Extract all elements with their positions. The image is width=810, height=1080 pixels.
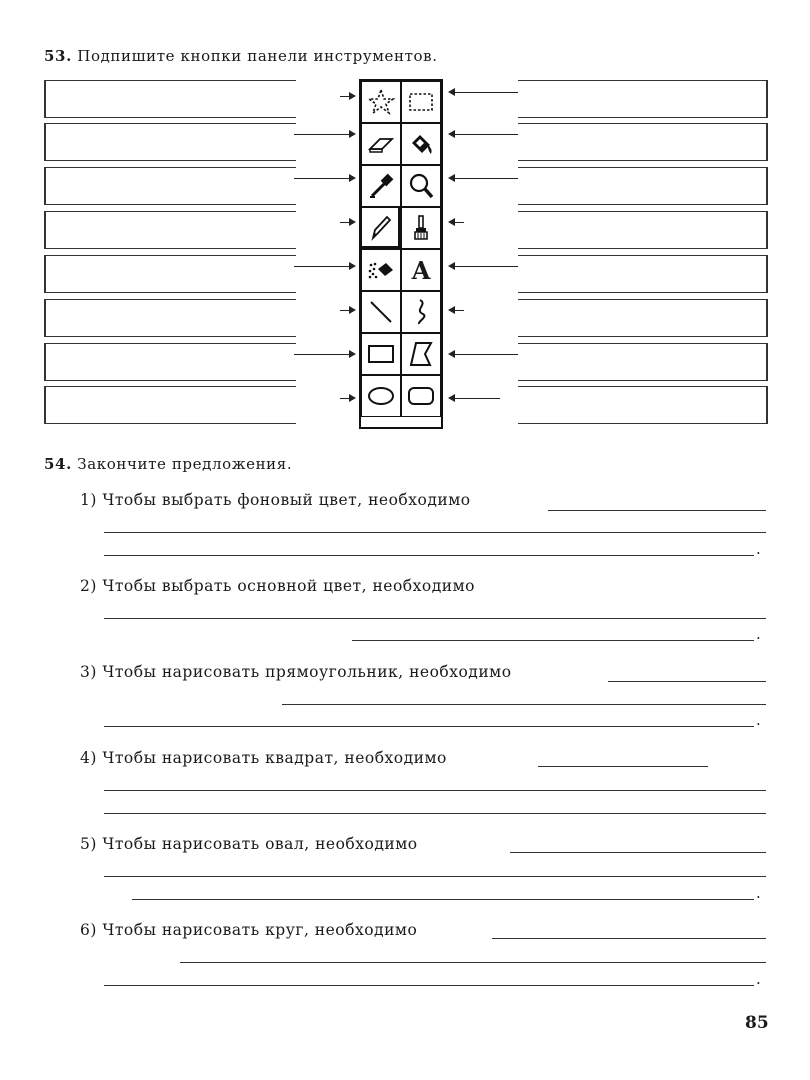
arrow-right-8	[450, 398, 500, 399]
arrow-left-8	[340, 398, 354, 399]
tool-free-form-select[interactable]	[361, 81, 401, 123]
answer-line-1a[interactable]	[548, 510, 766, 511]
label-box-right-5[interactable]	[518, 255, 768, 293]
sentence-5-text: Чтобы нарисовать овал, необходимо	[102, 835, 418, 853]
sentence-3-number: 3)	[80, 663, 97, 681]
label-box-left-8[interactable]	[44, 386, 296, 424]
label-box-left-7[interactable]	[44, 343, 296, 381]
star-select-icon	[366, 87, 396, 117]
label-box-left-6[interactable]	[44, 299, 296, 337]
label-box-left-5[interactable]	[44, 255, 296, 293]
sentence-5	[80, 835, 418, 853]
answer-line-6c[interactable]	[104, 985, 754, 986]
sentence-6	[80, 921, 417, 939]
rectangle-icon	[366, 339, 396, 369]
task-54-heading	[44, 455, 292, 473]
label-box-right-2[interactable]	[518, 123, 768, 161]
tool-pencil[interactable]	[361, 207, 401, 249]
label-box-right-6[interactable]	[518, 299, 768, 337]
arrow-right-5	[450, 266, 518, 267]
answer-line-4b[interactable]	[104, 790, 766, 791]
label-box-left-4[interactable]	[44, 211, 296, 249]
answer-line-5c[interactable]	[132, 899, 754, 900]
answer-line-3c[interactable]	[104, 726, 754, 727]
arrow-left-6	[340, 310, 354, 311]
arrow-right-2	[450, 134, 518, 135]
tool-airbrush[interactable]	[361, 249, 401, 291]
tool-line[interactable]	[361, 291, 401, 333]
sentence-3-text: Чтобы нарисовать прямоугольник, необходимо	[102, 663, 512, 681]
tool-fill[interactable]	[401, 123, 441, 165]
answer-line-2a[interactable]	[104, 618, 766, 619]
label-box-left-1[interactable]	[44, 80, 296, 118]
arrow-right-4	[450, 222, 464, 223]
answer-line-4c[interactable]	[104, 813, 766, 814]
sentence-2-text: Чтобы выбрать основной цвет, необходимо	[102, 577, 475, 595]
tool-pick-color[interactable]	[361, 165, 401, 207]
arrow-left-4	[340, 222, 354, 223]
end-mark-6: .	[756, 970, 761, 988]
task-53-heading	[44, 47, 438, 65]
task-53-number: 53.	[44, 47, 72, 65]
ellipse-icon	[366, 381, 396, 411]
polygon-icon	[406, 339, 436, 369]
arrow-right-7	[450, 354, 518, 355]
sentence-2-number: 2)	[80, 577, 97, 595]
arrow-left-3	[294, 178, 354, 179]
sentence-6-text: Чтобы нарисовать круг, необходимо	[102, 921, 418, 939]
tool-rectangle[interactable]	[361, 333, 401, 375]
paint-toolbox	[359, 79, 443, 429]
arrow-left-7	[294, 354, 354, 355]
task-54-number: 54.	[44, 455, 72, 473]
answer-line-6a[interactable]	[492, 938, 766, 939]
sentence-1-number: 1)	[80, 491, 97, 509]
pencil-icon	[365, 212, 395, 242]
tool-text[interactable]	[401, 249, 441, 291]
end-mark-1: .	[756, 540, 761, 558]
answer-line-6b[interactable]	[180, 962, 766, 963]
airbrush-icon	[366, 255, 396, 285]
answer-line-5b[interactable]	[104, 876, 766, 877]
tool-curve[interactable]	[401, 291, 441, 333]
end-mark-3: .	[756, 711, 761, 729]
tool-brush[interactable]	[401, 207, 441, 249]
sentence-1-text: Чтобы выбрать фоновый цвет, необходимо	[102, 491, 471, 509]
arrow-left-5	[294, 266, 354, 267]
answer-line-4a[interactable]	[538, 766, 708, 767]
eraser-icon	[366, 129, 396, 159]
text-icon: A	[411, 255, 431, 285]
sentence-4	[80, 749, 447, 767]
label-box-left-3[interactable]	[44, 167, 296, 205]
rect-select-icon	[406, 87, 436, 117]
sentence-2	[80, 577, 475, 595]
tool-select[interactable]	[401, 81, 441, 123]
answer-line-1c[interactable]	[104, 555, 754, 556]
line-icon	[366, 297, 396, 327]
arrow-right-6	[450, 310, 464, 311]
arrow-right-3	[450, 178, 518, 179]
sentence-3	[80, 663, 512, 681]
tool-ellipse[interactable]	[361, 375, 401, 417]
sentence-6-number: 6)	[80, 921, 97, 939]
end-mark-5: .	[756, 884, 761, 902]
answer-line-3b[interactable]	[282, 704, 766, 705]
tool-eraser[interactable]	[361, 123, 401, 165]
rounded-rectangle-icon	[406, 381, 436, 411]
answer-line-3a[interactable]	[608, 681, 766, 682]
sentence-4-text: Чтобы нарисовать квадрат, необходимо	[102, 749, 447, 767]
arrow-left-2	[294, 134, 354, 135]
sentence-4-number: 4)	[80, 749, 97, 767]
task-54-text: Закончите предложения.	[77, 455, 293, 473]
sentence-1	[80, 491, 471, 509]
end-mark-2: .	[756, 625, 761, 643]
label-box-right-1[interactable]	[518, 80, 768, 118]
label-box-right-7[interactable]	[518, 343, 768, 381]
task-53-text: Подпишите кнопки панели инструментов.	[77, 47, 438, 65]
magnifier-icon	[406, 171, 436, 201]
tool-polygon[interactable]	[401, 333, 441, 375]
label-box-left-2[interactable]	[44, 123, 296, 161]
brush-icon	[406, 213, 436, 243]
label-box-right-3[interactable]	[518, 167, 768, 205]
tool-rounded-rectangle[interactable]	[401, 375, 441, 417]
sentence-5-number: 5)	[80, 835, 97, 853]
label-box-right-8[interactable]	[518, 386, 768, 424]
tool-magnifier[interactable]	[401, 165, 441, 207]
answer-line-5a[interactable]	[510, 852, 766, 853]
curve-icon	[406, 297, 436, 327]
label-box-right-4[interactable]	[518, 211, 768, 249]
answer-line-1b[interactable]	[104, 532, 766, 533]
eyedropper-icon	[366, 171, 396, 201]
paint-bucket-icon	[406, 129, 436, 159]
answer-line-2b[interactable]	[352, 640, 754, 641]
arrow-right-1	[450, 92, 518, 93]
page-number: 85	[745, 1013, 769, 1033]
arrow-left-1	[340, 96, 354, 97]
